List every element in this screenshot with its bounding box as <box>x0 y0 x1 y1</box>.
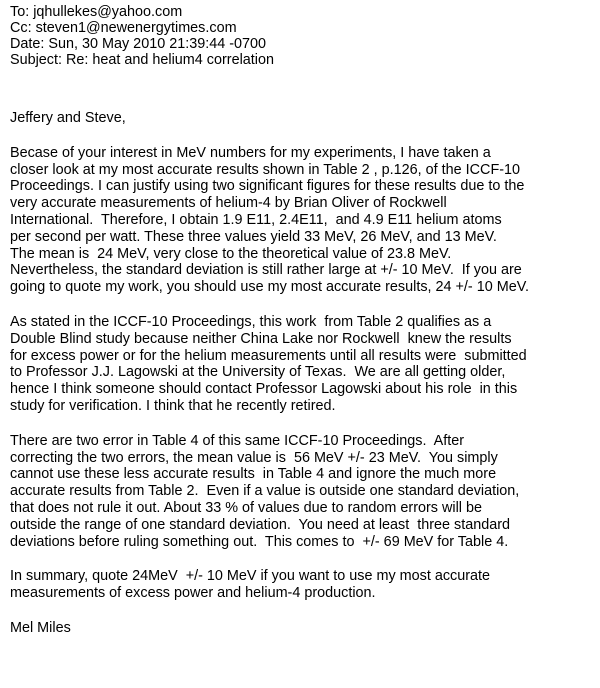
paragraph-line: for excess power or for the helium measurements until all results were submitted <box>10 347 527 364</box>
paragraph-line: Becase of your interest in MeV numbers for my experiments, I have taken a <box>10 144 491 161</box>
signature <box>10 620 598 637</box>
paragraph-line: Proceedings. I can justify using two significant figures for these results due to the <box>10 178 525 195</box>
paragraph-line: In summary, quote 24MeV +/- 10 MeV if you want to use my most accurate <box>10 568 491 585</box>
paragraph-line: As stated in the ICCF-10 Proceedings, this work from Table 2 qualifies as a <box>10 313 492 330</box>
paragraph-3 <box>10 433 598 551</box>
paragraph-line: study for verification. I think that he recently retired. <box>10 397 336 414</box>
subject-header: Subject: Re: heat and helium4 correlation <box>10 52 274 68</box>
paragraph-2 <box>10 314 598 415</box>
paragraph-line: deviations before ruling something out. This comes to +/- 69 MeV for Table 4. <box>10 533 509 550</box>
email-headers <box>10 4 598 68</box>
greeting-line: Jeffery and Steve, <box>10 110 126 126</box>
email-message <box>10 4 598 637</box>
paragraph-line: going to quote my work, you should use my most accurate results, 24 +/- 10 MeV. <box>10 279 529 296</box>
paragraph-line: International. Therefore, I obtain 1.9 E11, 2.4E11, and 4.9 E11 helium atoms <box>10 211 502 228</box>
paragraph-line: Double Blind study because neither China Lake nor Rockwell knew the results <box>10 330 512 347</box>
paragraph-line: closer look at my most accurate results shown in Table 2 , p.126, of the ICCF-10 <box>10 161 521 178</box>
paragraph-line: There are two error in Table 4 of this same ICCF-10 Proceedings. After <box>10 432 465 449</box>
cc-header: Cc: steven1@newenergytimes.com <box>10 20 237 36</box>
email-body-greeting <box>10 110 598 127</box>
paragraph-line: The mean is 24 MeV, very close to the theoretical value of 23.8 MeV. <box>10 245 452 262</box>
paragraph-line: outside the range of one standard deviation. You need at least three standard <box>10 516 511 533</box>
paragraph-line: very accurate measurements of helium-4 by Brian Oliver of Rockwell <box>10 195 447 212</box>
paragraph-line: cannot use these less accurate results in Table 4 and ignore the much more <box>10 466 497 483</box>
paragraph-line: to Professor J.J. Lagowski at the University of Texas. We are all getting older, <box>10 364 506 381</box>
paragraph-4 <box>10 568 598 602</box>
paragraph-line: Nevertheless, the standard deviation is still rather large at +/- 10 MeV. If you are <box>10 262 522 279</box>
paragraph-line: measurements of excess power and helium-4 production. <box>10 585 376 602</box>
paragraph-line: accurate results from Table 2. Even if a value is outside one standard deviation, <box>10 483 520 500</box>
paragraph-line: correcting the two errors, the mean value is 56 MeV +/- 23 MeV. You simply <box>10 449 498 466</box>
date-header: Date: Sun, 30 May 2010 21:39:44 -0700 <box>10 36 267 52</box>
to-header: To: jqhullekes@yahoo.com <box>10 4 183 20</box>
paragraph-1 <box>10 145 598 296</box>
paragraph-line: per second per watt. These three values yield 33 MeV, 26 MeV, and 13 MeV. <box>10 228 497 245</box>
signature-line: Mel Miles <box>10 619 71 636</box>
paragraph-line: that does not rule it out. About 33 % of values due to random errors will be <box>10 499 482 516</box>
paragraph-line: hence I think someone should contact Professor Lagowski about his role in this <box>10 381 518 398</box>
